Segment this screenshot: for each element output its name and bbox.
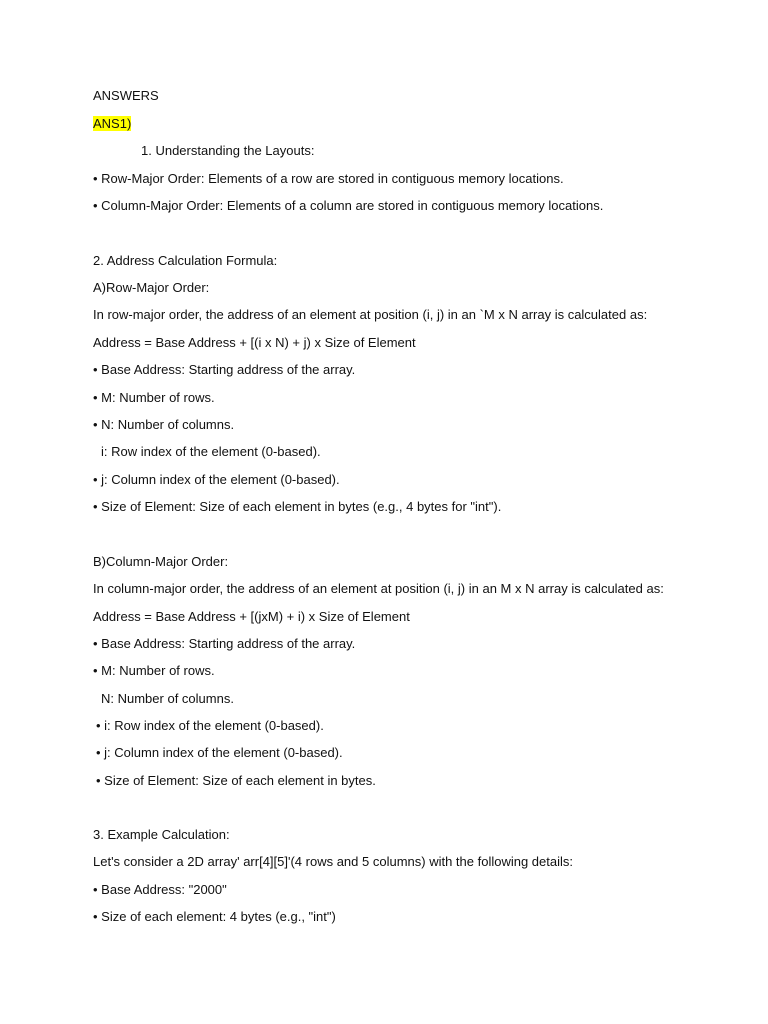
example-item: • Base Address: "2000" (93, 882, 227, 897)
row-major-item: • Size of Element: Size of each element in bytes (e.g., 4 bytes for "int"). (93, 499, 502, 514)
answer-label (93, 116, 131, 132)
example-intro: Let's consider a 2D array' arr[4][5]'(4 rows and 5 columns) with the following details: (93, 854, 573, 869)
row-major-item: i: Row index of the element (0-based). (101, 444, 321, 459)
row-major-item: • Base Address: Starting address of the array. (93, 362, 356, 377)
column-major-item: N: Number of columns. (101, 691, 234, 706)
column-major-item: • M: Number of rows. (93, 663, 215, 678)
section-title-example: 3. Example Calculation: (93, 827, 230, 842)
row-major-formula: Address = Base Address + [(i x N) + j) x Size of Element (93, 335, 416, 350)
row-major-item: • N: Number of columns. (93, 417, 235, 432)
section-title-formula: 2. Address Calculation Formula: (93, 253, 278, 268)
answer-label-highlight: ANS1) (93, 116, 132, 131)
column-major-title: B)Column-Major Order: (93, 554, 229, 569)
row-major-intro: In row-major order, the address of an element at position (i, j) in an `M x N array is calculated as: (93, 307, 648, 322)
layouts-item-column-major: • Column-Major Order: Elements of a column are stored in contiguous memory locations. (93, 198, 604, 213)
column-major-intro: In column-major order, the address of an element at position (i, j) in an M x N array is calculated as: (93, 581, 664, 596)
column-major-formula: Address = Base Address + [(jxM) + i) x Size of Element (93, 609, 410, 624)
column-major-item: • i: Row index of the element (0-based). (96, 718, 324, 733)
row-major-item: • j: Column index of the element (0-based). (93, 472, 340, 487)
column-major-item: • Size of Element: Size of each element in bytes. (96, 773, 376, 788)
column-major-item: • Base Address: Starting address of the array. (93, 636, 356, 651)
column-major-item: • j: Column index of the element (0-based). (96, 745, 343, 760)
example-item: • Size of each element: 4 bytes (e.g., "int") (93, 909, 336, 924)
section-title-layouts: 1. Understanding the Layouts: (141, 143, 315, 158)
row-major-title: A)Row-Major Order: (93, 280, 210, 295)
document-heading: ANSWERS (93, 88, 159, 103)
layouts-item-row-major: • Row-Major Order: Elements of a row are stored in contiguous memory locations. (93, 171, 564, 186)
row-major-item: • M: Number of rows. (93, 390, 215, 405)
